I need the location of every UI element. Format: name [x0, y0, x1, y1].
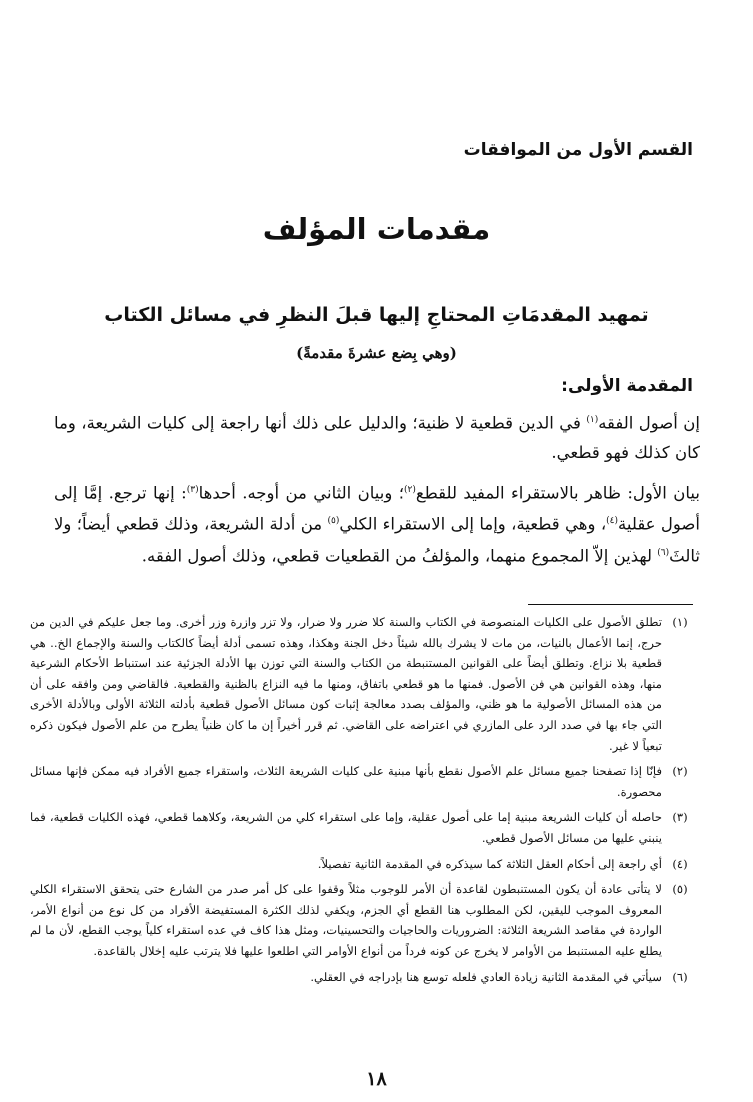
- footnote: [30, 879, 698, 961]
- footnote-divider: [528, 604, 693, 605]
- paragraph-1: [54, 406, 700, 467]
- footnote-text: تطلق الأصول على الكليات المنصوصة في الكتاب والسنة كلا ضرر ولا ضرار، ولا تزر وازرة وزر أخرى. وما جعل عليكم في الدين من حرج، إنما الأعمال بالنيات، من مات لا يشرك بالله شيئاً دخل الجنة وهكذا، وهذه تسمى أدلة أيضاً كالكتاب والسنة والإجماع الخ.. هي قطعية بلا نزاع. وتطلق أيضاً على القوانين المستنبطة من الكتاب والسنة التي توزن بها الأدلة الجزئية عند استنباط الأحكام الشرعية منها، وهذه القوانين هي فن الأصول. فمنها ما هو قطعي باتفاق، ومنها ما فيه النزاع بالظنية والقطعية. فالقاضي ومن وافقه على أن من هذه المسائل الأصولية ما هو ظني، والمؤلف بصدد معالجة إثبات كون مسائل الأصول قطعية بأدلته الثلاثة الأولى وبالأدلة الأخرى التي جاء بها في صدد الرد على المازري في اعتراضه على القاضي. ثم قرر أخيراً إن ما كان ظنياً يطرح من علم الأصول فيكون ذكره تبعياً لا غير.: [30, 615, 662, 753]
- footnote-ref-5[interactable]: (٥): [327, 516, 340, 526]
- footnote-number: (٥): [672, 882, 688, 897]
- running-section-title: القسم الأول من الموافقات: [463, 140, 693, 160]
- footnote-number: (٣): [672, 810, 688, 825]
- footnote-text: فإنّا إذا تصفحنا جميع مسائل علم الأصول نقطع بأنها مبنية على كليات الشريعة الثلاث، واستقراء جميع الأفراد فيه ممكن فإنها مسائل محصورة.: [30, 764, 662, 799]
- section-heading: المقدمة الأولى:: [561, 376, 693, 396]
- paragraph-2-part-a: بيان الأول: ظاهر بالاستقراء المفيد للقطع: [415, 483, 701, 502]
- paragraph-2-part-f: لهذين إلاّ المجموع منهما، والمؤلفُ من القطعيات قطعي، وذلك أصول الفقه.: [141, 546, 658, 565]
- footnote-text: أي راجعة إلى أحكام العقل الثلاثة كما سيذكره في المقدمة الثانية تفصيلاً.: [317, 856, 662, 871]
- paragraph-2-part-d: ، وهي قطعية، وإما إلى الاستقراء الكلي: [339, 514, 607, 534]
- footnote-number: (١): [672, 615, 688, 629]
- footnote-ref-3[interactable]: (٣): [186, 484, 199, 495]
- footnote-text: حاصله أن كليات الشريعة مبنية إما على أصول عقلية، وإما على استقراء كلي من الشريعة، وكلاهما قطعي، فهذه الكليات قطعية، فما ينبني عليها من مسائل الأصول قطعي.: [30, 810, 662, 845]
- footnote-ref-6[interactable]: (٦): [657, 547, 670, 558]
- chapter-subtitle-note: (وهي بِضع عشرةَ مقدمةً): [296, 344, 457, 362]
- footnote-number: (٦): [672, 969, 688, 984]
- chapter-title: مقدمات المؤلف: [262, 212, 491, 246]
- footnote: [30, 807, 698, 848]
- footnote-ref-2[interactable]: (٢): [403, 484, 416, 495]
- footnote: [30, 854, 698, 875]
- paragraph-2-part-b: ؛ وبيان الثاني من أوجه. أحدها: [198, 483, 404, 502]
- paragraph-1-part-a: إن أصول الفقه: [598, 413, 700, 433]
- footnote: [30, 761, 698, 802]
- paragraph-1-part-b: في الدين قطعية لا ظنية؛ والدليل على ذلك أنها راجعة إلى كليات الشريعة، وما كان كذلك فهو قطعي.: [54, 413, 700, 462]
- footnote-text: سيأتي في المقدمة الثانية زيادة العادي فلعله توسع هنا بإدراجه في العقلي.: [310, 969, 662, 984]
- paragraph-2-part-e: من أدلة الشريعة، وذلك قطعي أيضاً؛ ولا ثالثَ: [54, 514, 700, 565]
- page-number: ١٨: [366, 1068, 387, 1090]
- footnote: [30, 967, 698, 988]
- footnote-ref-4[interactable]: (٤): [606, 516, 619, 526]
- footnotes: [30, 612, 698, 992]
- paragraph-2-part-c: : إنها ترجع. إمَّا إلى أصول عقلية: [54, 483, 700, 534]
- paragraph-2: [54, 476, 700, 571]
- chapter-subtitle: تمهيد المقدمَاتِ المحتاجِ إليها قبلَ النظرِ في مسائل الكتاب: [104, 304, 649, 326]
- footnote-number: (٢): [672, 764, 688, 779]
- footnote-text: لا يتأتى عادة أن يكون المستنبطون لقاعدة أن الأمر للوجوب مثلاً وقفوا على كل أمر صدر من الشارع حتى يتحقق الاستقراء الكلي المعروف الموجب لليقين، لكن المطلوب هنا القطع أي الجزم، ويكفي لذلك الكثرة المستفيضة الأفراد من كل نوع من أنواع الأمر، الواردة في مقاصد الشريعة الثلاثة: الضروريات والحاجيات والتحسينيات، ومثل هذا كاف في عده استقراء كلياً يوجب القطع، لأن ما لم يطلع عليه المستنبط من الأوامر لا يخرج عن كونه فرداً من أنواع الأوامر التي اطلعوا عليها فلا يترتب عليه إخلال بالقاعدة.: [30, 882, 662, 958]
- main-text: [54, 406, 700, 579]
- footnote-number: (٤): [672, 856, 688, 871]
- footnote: [30, 612, 698, 756]
- footnote-ref-1[interactable]: (١): [586, 415, 599, 425]
